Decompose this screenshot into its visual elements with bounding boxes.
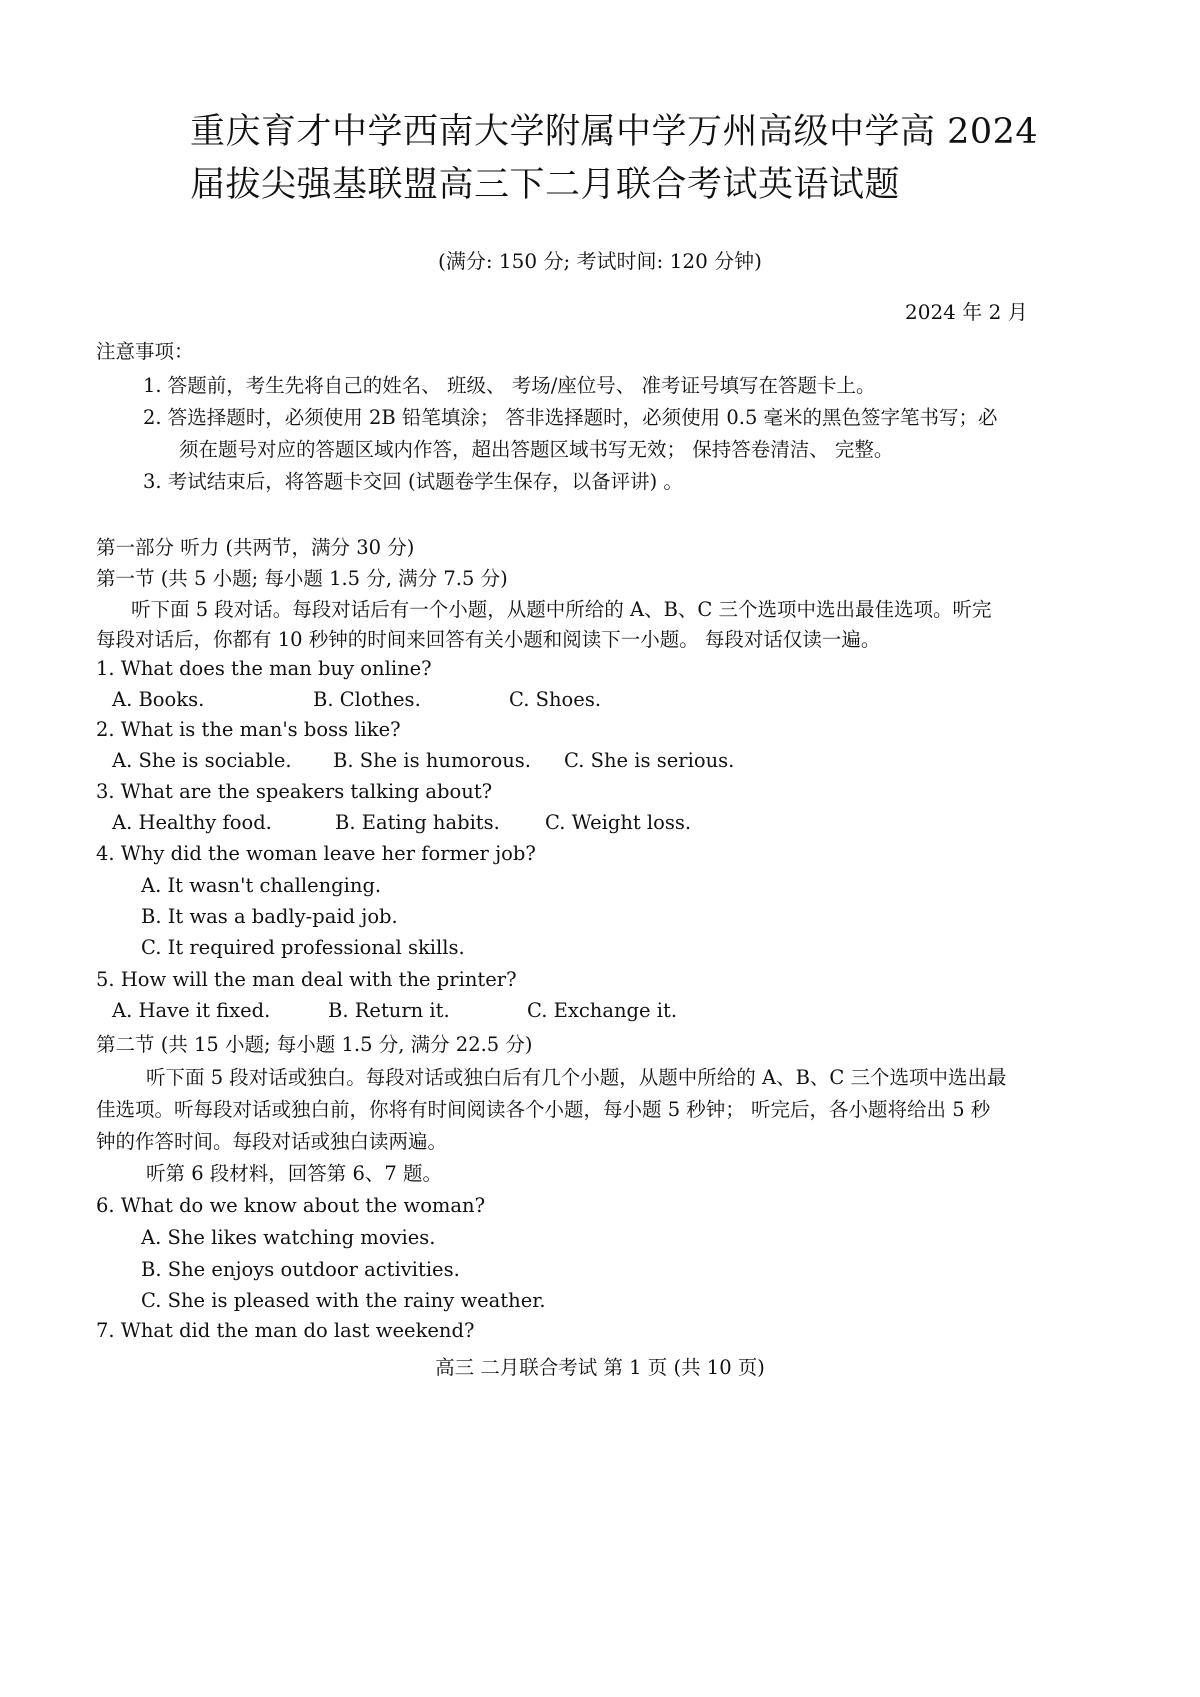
question-4-stem: 4. Why did the woman leave her former job? <box>96 842 536 865</box>
question-1-option-c: C. Shoes. <box>509 688 602 711</box>
section2-instructions-line3: 钟的作答时间。每段对话或独白读两遍。 <box>96 1130 448 1153</box>
exam-title-line1: 重庆育才中学西南大学附属中学万州高级中学高 2024 <box>190 112 1039 152</box>
question-5-option-a: A. Have it fixed. <box>112 999 271 1022</box>
section1-heading: 第一节 (共 5 小题; 每小题 1.5 分, 满分 7.5 分) <box>96 567 508 590</box>
question-7-stem: 7. What did the man do last weekend? <box>96 1319 475 1342</box>
section1-instructions-line1: 听下面 5 段对话。每段对话后有一个小题，从题中所给的 A、B、C 三个选项中选出最佳选项。听完 <box>131 598 992 621</box>
exam-score-time: (满分: 150 分; 考试时间: 120 分钟) <box>438 249 762 273</box>
section2-instructions-line1: 听下面 5 段对话或独白。每段对话或独白后有几个小题，从题中所给的 A、B、C 三个选项中选出最 <box>146 1066 1007 1089</box>
material-6-instruction: 听第 6 段材料，回答第 6、7 题。 <box>146 1162 443 1185</box>
question-5-option-b: B. Return it. <box>328 999 450 1022</box>
question-2-stem: 2. What is the man's boss like? <box>96 718 401 741</box>
question-4-option-b: B. It was a badly-paid job. <box>141 905 398 928</box>
question-2-option-b: B. She is humorous. <box>333 749 531 772</box>
question-1-stem: 1. What does the man buy online? <box>96 657 432 680</box>
question-4-option-a: A. It wasn't challenging. <box>141 874 382 897</box>
question-1-option-b: B. Clothes. <box>313 688 421 711</box>
note-item-3: 3. 考试结束后，将答题卡交回 (试题卷学生保存，以备评讲) 。 <box>143 470 683 493</box>
question-3-option-b: B. Eating habits. <box>335 811 500 834</box>
question-1-option-a: A. Books. <box>112 688 205 711</box>
question-5-stem: 5. How will the man deal with the printer? <box>96 968 517 991</box>
question-2-option-a: A. She is sociable. <box>112 749 292 772</box>
question-6-option-c: C. She is pleased with the rainy weather. <box>141 1289 546 1312</box>
part1-heading: 第一部分 听力 (共两节，满分 30 分) <box>96 536 415 559</box>
question-6-option-a: A. She likes watching movies. <box>141 1226 436 1249</box>
note-item-1: 1. 答题前，考生先将自己的姓名、 班级、 考场/座位号、 准考证号填写在答题卡上。 <box>143 374 876 397</box>
section2-heading: 第二节 (共 15 小题; 每小题 1.5 分, 满分 22.5 分) <box>96 1033 533 1056</box>
note-item-2: 2. 答选择题时，必须使用 2B 铅笔填涂； 答非选择题时，必须使用 0.5 毫米的黑色签字笔书写；必 <box>143 406 998 429</box>
note-item-2-cont: 须在题号对应的答题区域内作答，超出答题区域书写无效； 保持答卷清洁、 完整。 <box>179 438 894 461</box>
exam-title-line2: 届拔尖强基联盟高三下二月联合考试英语试题 <box>190 165 901 205</box>
page-footer: 高三 二月联合考试 第 1 页 (共 10 页) <box>435 1356 765 1379</box>
question-3-stem: 3. What are the speakers talking about? <box>96 780 493 803</box>
section2-instructions-line2: 佳选项。听每段对话或独白前，你将有时间阅读各个小题，每小题 5 秒钟； 听完后，各小题将给出 5 秒 <box>96 1098 991 1121</box>
section1-instructions-line2: 每段对话后，你都有 10 秒钟的时间来回答有关小题和阅读下一小题。 每段对话仅读一遍。 <box>96 628 881 651</box>
exam-date: 2024 年 2 月 <box>905 300 1028 324</box>
question-5-option-c: C. Exchange it. <box>527 999 678 1022</box>
question-6-option-b: B. She enjoys outdoor activities. <box>141 1258 460 1281</box>
question-6-stem: 6. What do we know about the woman? <box>96 1194 486 1217</box>
question-3-option-a: A. Healthy food. <box>112 811 272 834</box>
question-2-option-c: C. She is serious. <box>564 749 735 772</box>
notes-heading: 注意事项： <box>96 340 194 363</box>
question-3-option-c: C. Weight loss. <box>545 811 692 834</box>
question-4-option-c: C. It required professional skills. <box>141 936 465 959</box>
